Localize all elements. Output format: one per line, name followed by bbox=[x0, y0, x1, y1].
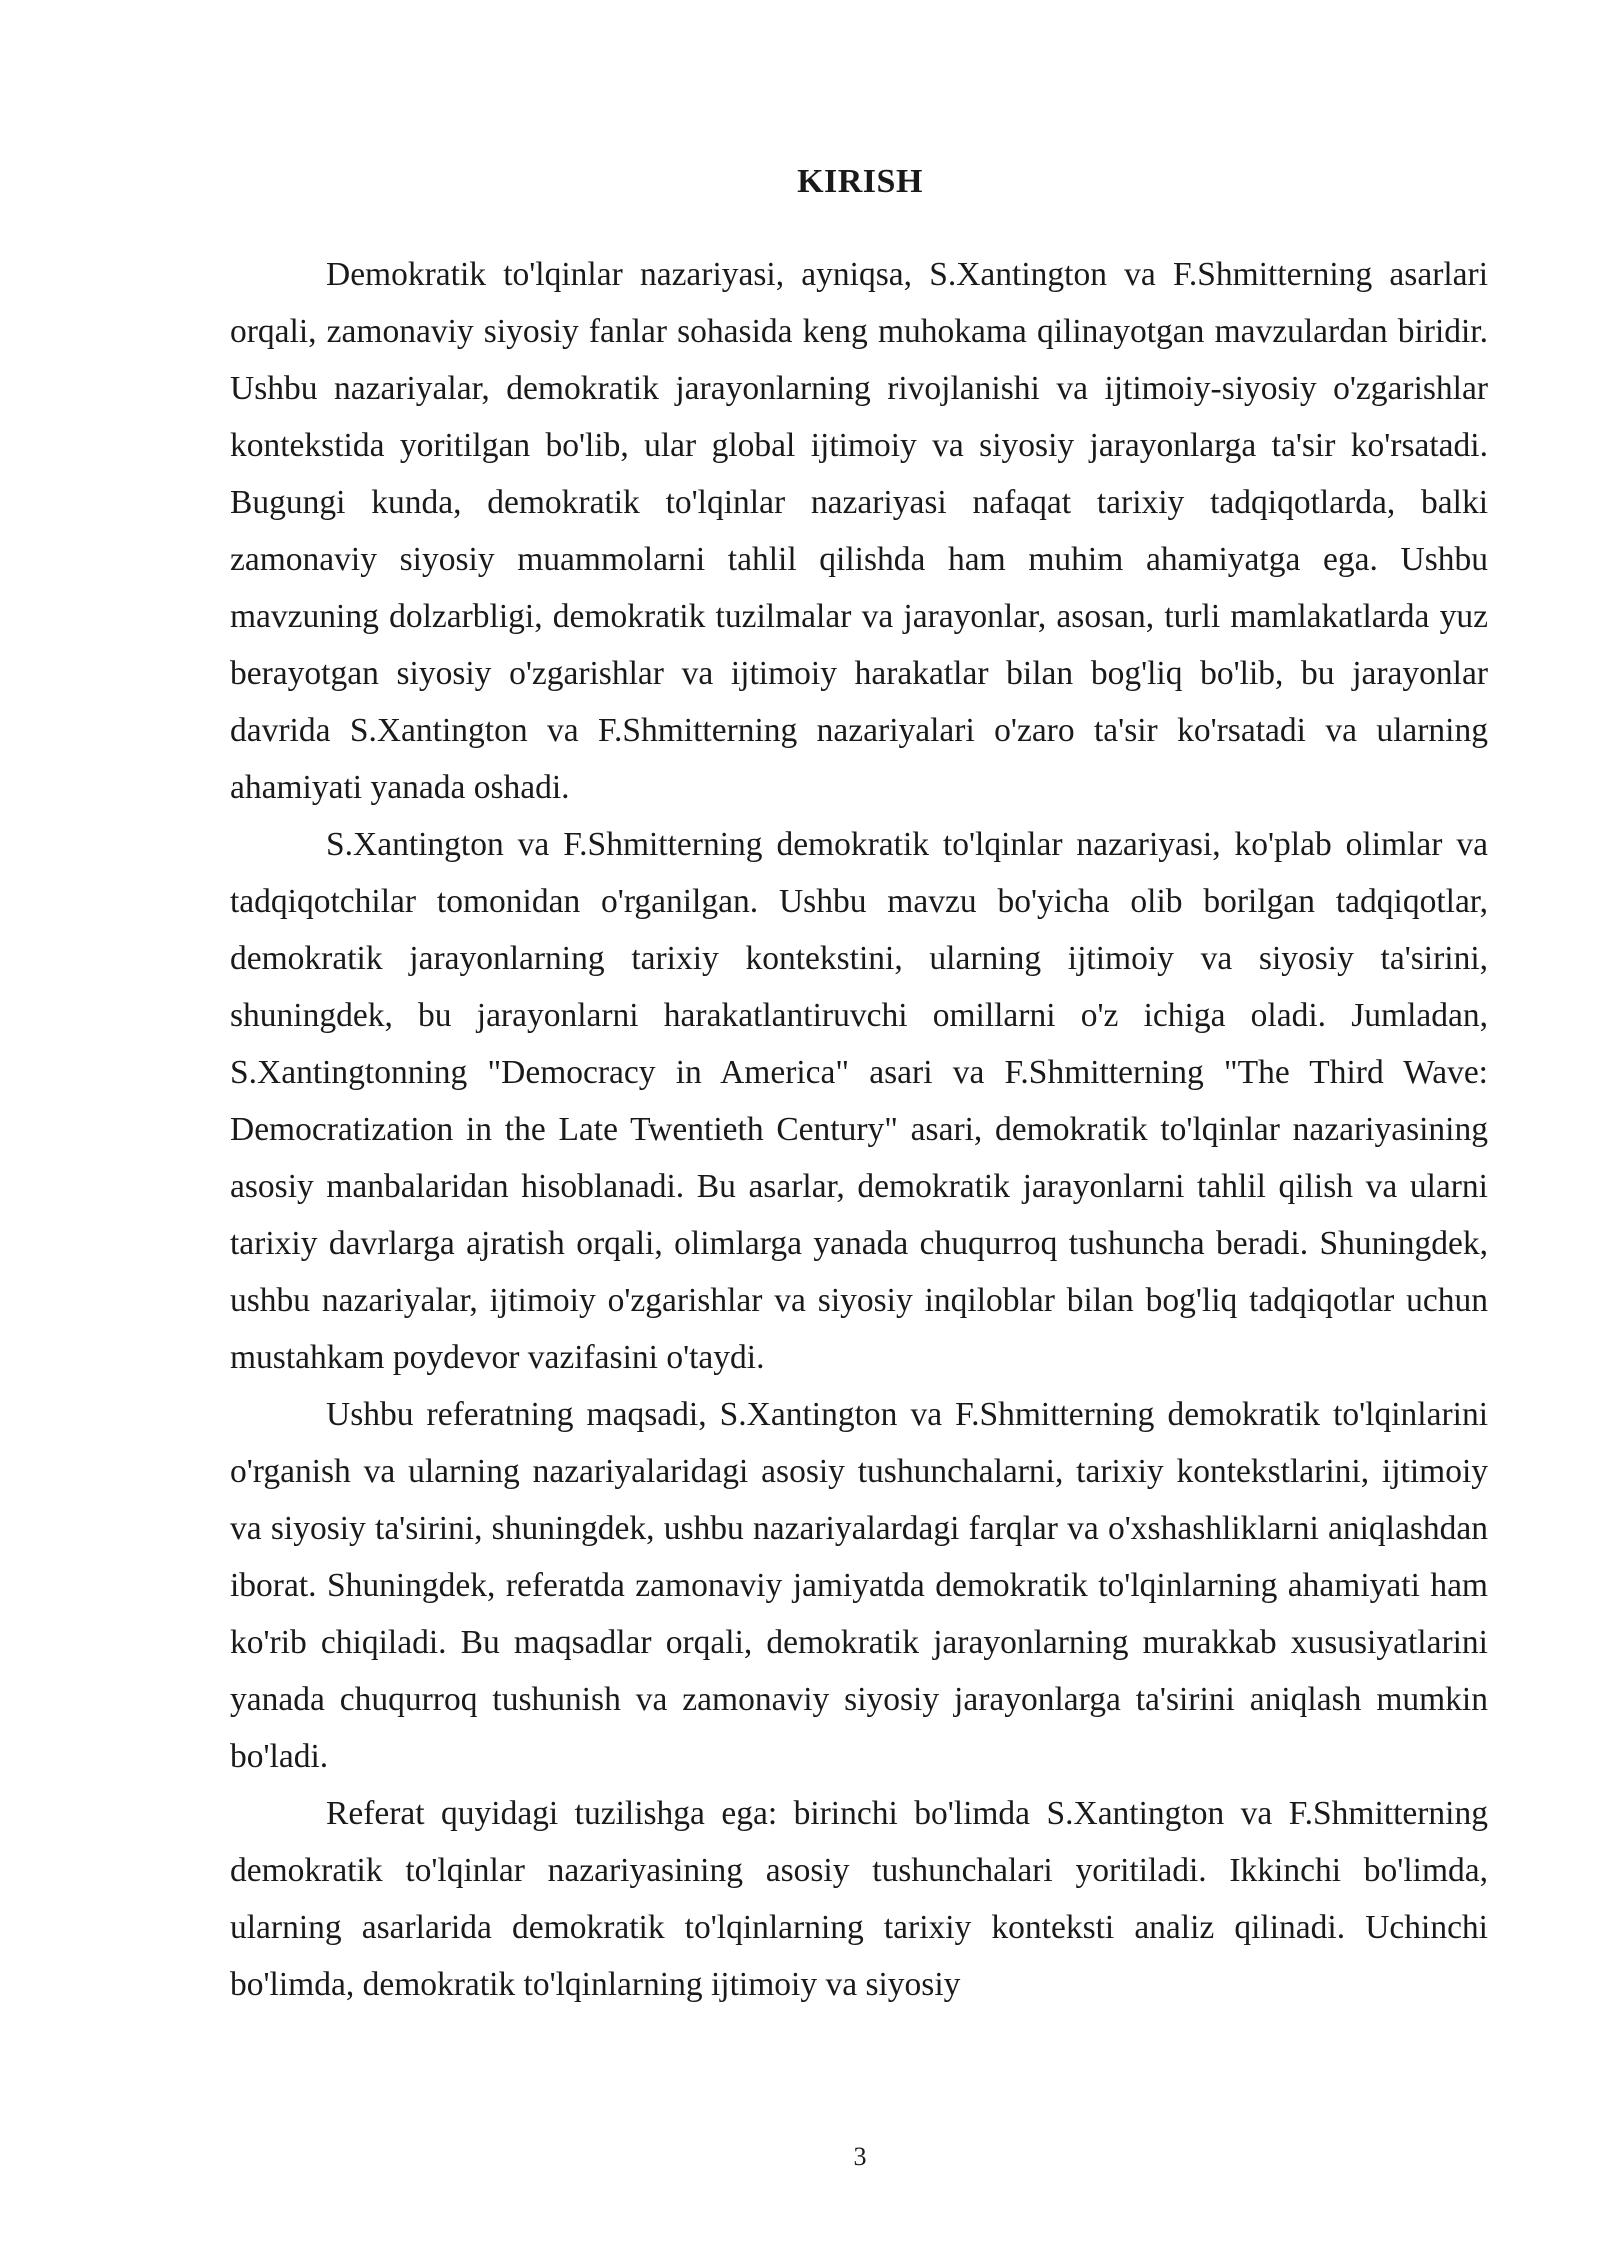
body-text bbox=[230, 246, 1488, 2013]
paragraph-2: S.Xantington va F.Shmitterning demokratik to'lqinlar nazariyasi, ko'plab olimlar va tadqiqotchilar tomonidan o'rganilgan. Ushbu mavzu bo'yicha olib borilgan tadqiqotlar, demokratik jarayonlarning tarixiy kontekstini, ularning ijtimoiy va siyosiy ta'sirini, shuningdek, bu jarayonlarni harakatlantiruvchi omillarni o'z ichiga oladi. Jumladan, S.Xantingtonning "Democracy in America" asari va F.Shmitterning "The Third Wave: Democratization in the Late Twentieth Century" asari, demokratik to'lqinlar nazariyasining asosiy manbalaridan hisoblanadi. Bu asarlar, demokratik jarayonlarni tahlil qilish va ularni tarixiy davrlarga ajratish orqali, olimlarga yanada chuqurroq tushuncha beradi. Shuningdek, ushbu nazariyalar, ijtimoiy o'zgarishlar va siyosiy inqiloblar bilan bog'liq tadqiqotlar uchun mustahkam poydevor vazifasini o'taydi. bbox=[230, 826, 1488, 1376]
paragraph-3: Ushbu referatning maqsadi, S.Xantington va F.Shmitterning demokratik to'lqinlarini o'rganish va ularning nazariyalaridagi asosiy tushunchalarni, tarixiy kontekstlarini, ijtimoiy va siyosiy ta'sirini, shuningdek, ushbu nazariyalardagi farqlar va o'xshashliklarni aniqlashdan iborat. Shuningdek, referatda zamonaviy jamiyatda demokratik to'lqinlarning ahamiyati ham ko'rib chiqiladi. Bu maqsadlar orqali, demokratik jarayonlarning murakkab xususiyatlarini yanada chuqurroq tushunish va zamonaviy siyosiy jarayonlarga ta'sirini aniqlash mumkin bo'ladi. bbox=[230, 1396, 1488, 1775]
paragraph-1: Demokratik to'lqinlar nazariyasi, ayniqsa, S.Xantington va F.Shmitterning asarlari orqali, zamonaviy siyosiy fanlar sohasida keng muhokama qilinayotgan mavzulardan biridir. Ushbu nazariyalar, demokratik jarayonlarning rivojlanishi va ijtimoiy-siyosiy o'zgarishlar kontekstida yoritilgan bo'lib, ular global ijtimoiy va siyosiy jarayonlarga ta'sir ko'rsatadi. Bugungi kunda, demokratik to'lqinlar nazariyasi nafaqat tarixiy tadqiqotlarda, balki zamonaviy siyosiy muammolarni tahlil qilishda ham muhim ahamiyatga ega. Ushbu mavzuning dolzarbligi, demokratik tuzilmalar va jarayonlar, asosan, turli mamlakatlarda yuz berayotgan siyosiy o'zgarishlar va ijtimoiy harakatlar bilan bog'liq bo'lib, bu jarayonlar davrida S.Xantington va F.Shmitterning nazariyalari o'zaro ta'sir ko'rsatadi va ularning ahamiyati yanada oshadi. bbox=[230, 256, 1488, 806]
page-title: KIRISH bbox=[797, 163, 923, 200]
paragraph-4: Referat quyidagi tuzilishga ega: birinchi bo'limda S.Xantington va F.Shmitterning demokratik to'lqinlar nazariyasining asosiy tushunchalari yoritiladi. Ikkinchi bo'limda, ularning asarlarida demokratik to'lqinlarning tarixiy konteksti analiz qilinadi. Uchinchi bo'limda, demokratik to'lqinlarning ijtimoiy va siyosiy bbox=[230, 1795, 1488, 2003]
page-number: 3 bbox=[853, 2142, 867, 2171]
